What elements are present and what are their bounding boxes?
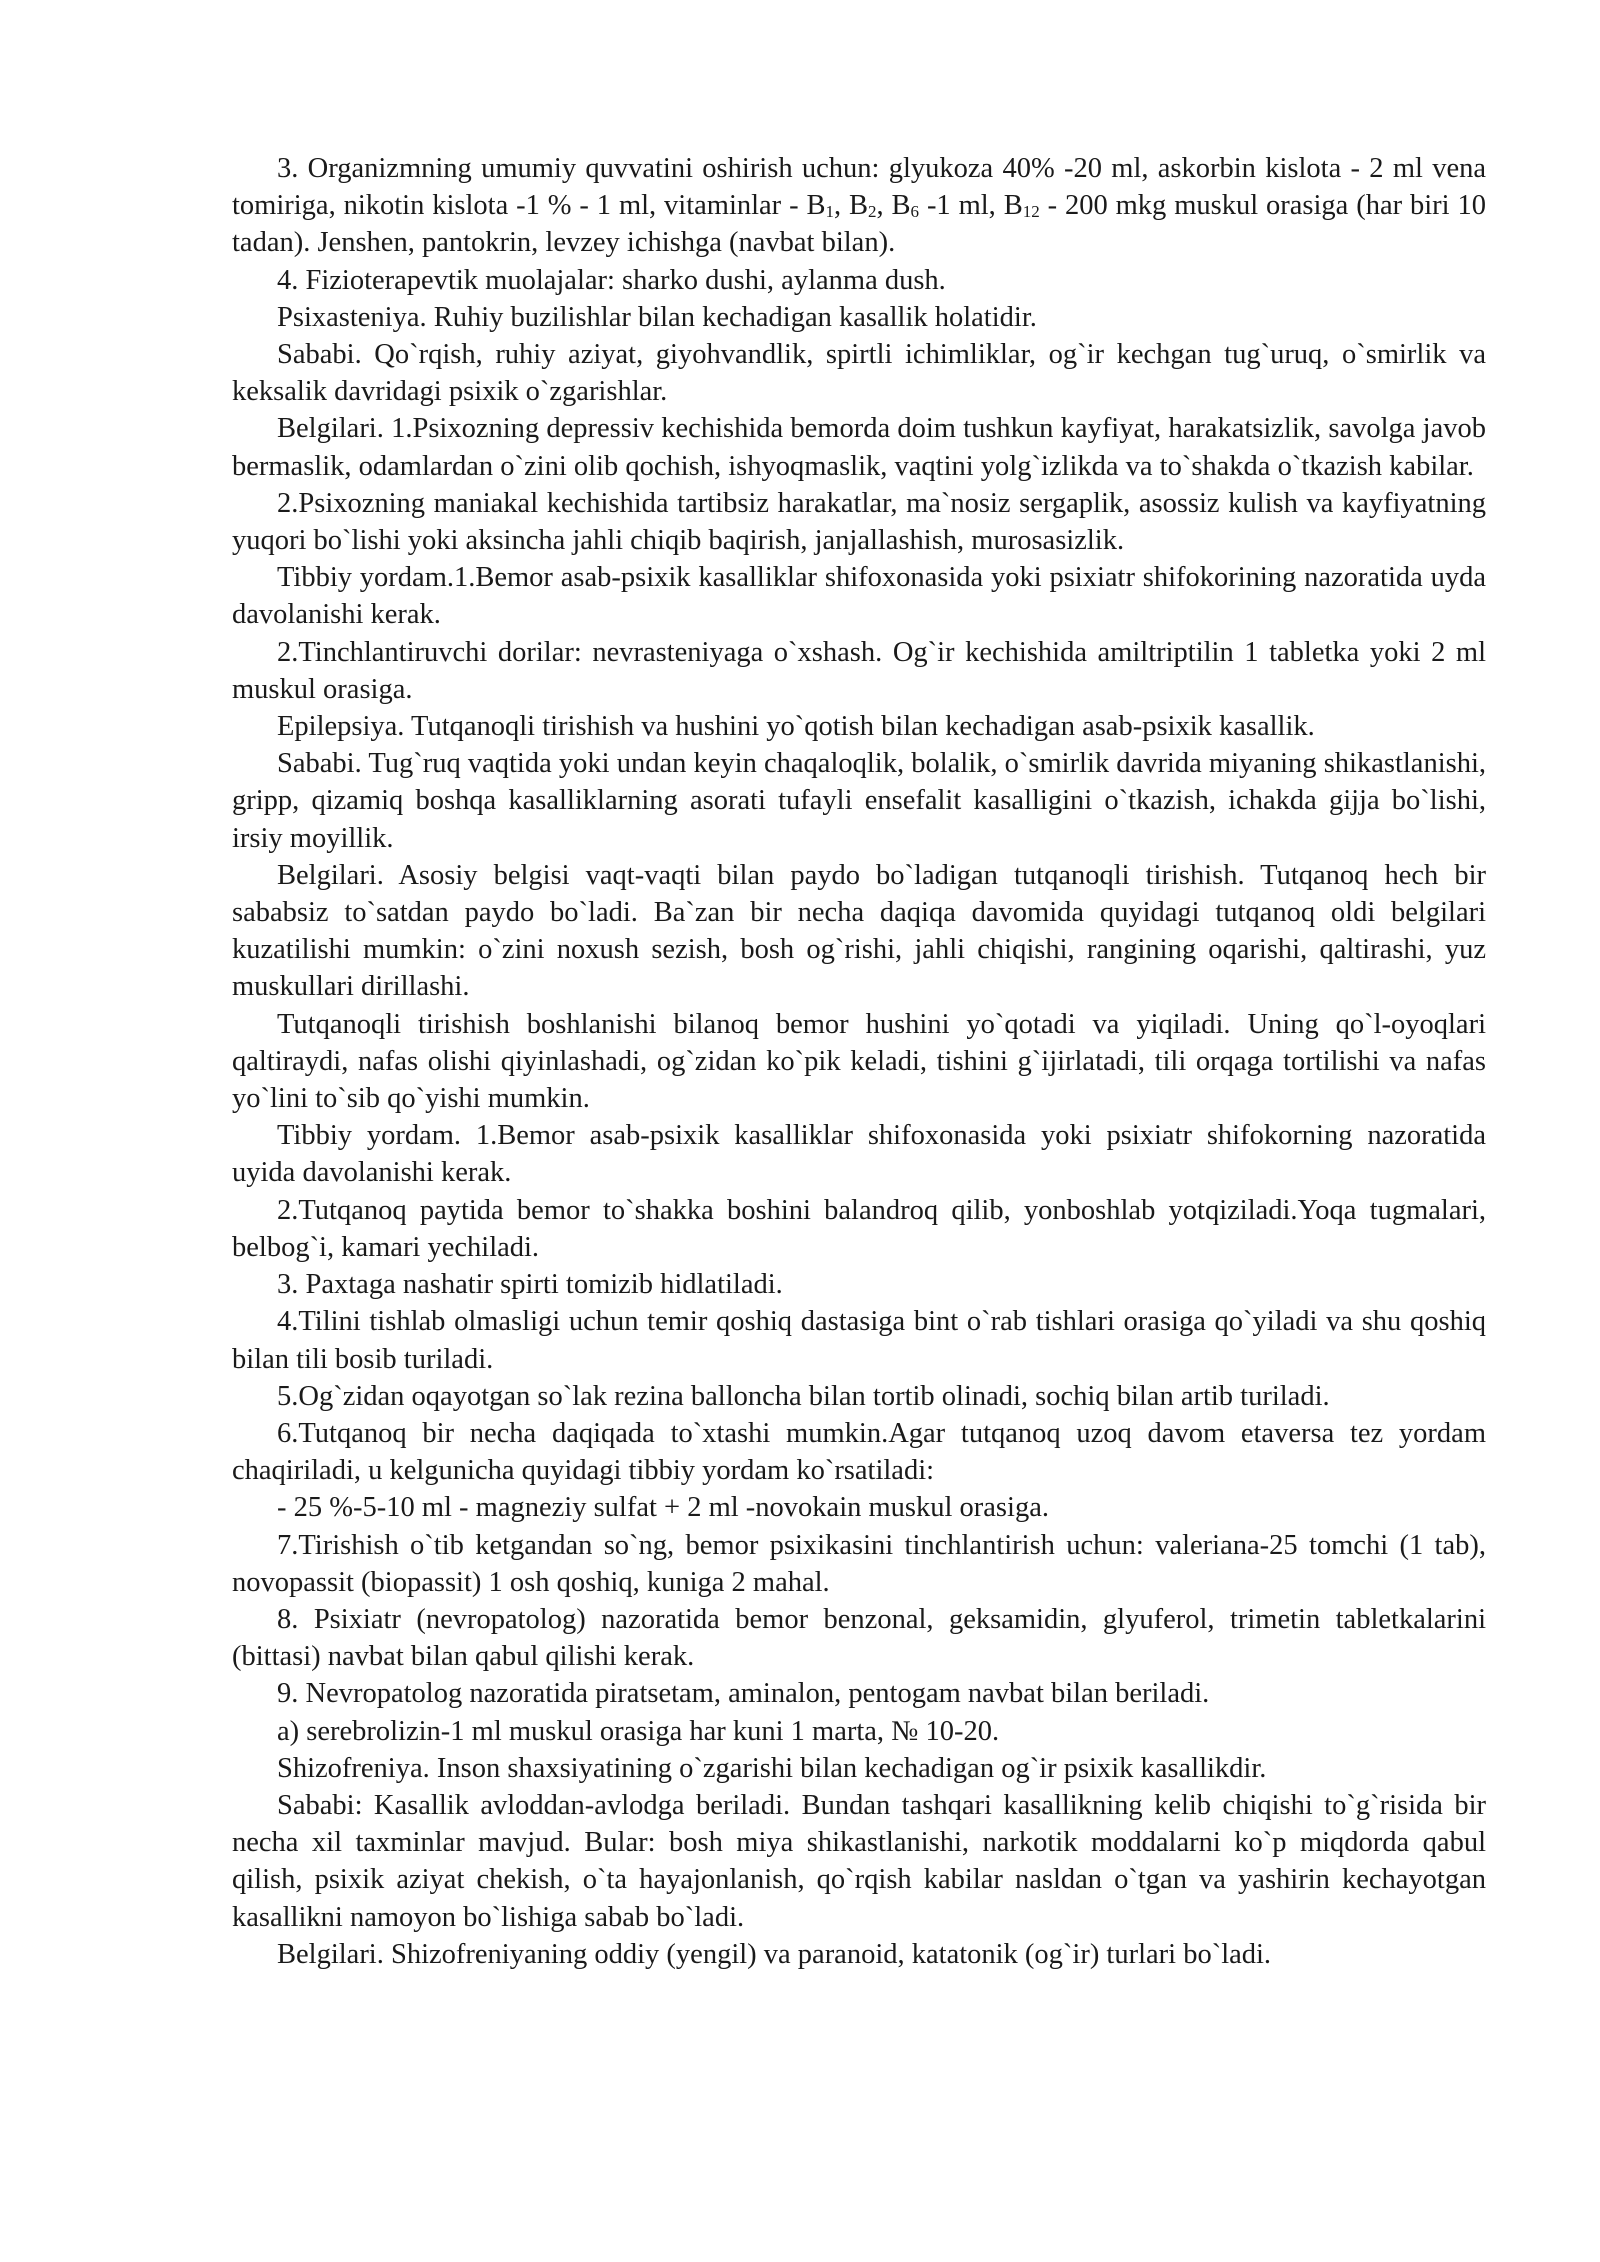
- paragraph-text: 4.Tilini tishlab olmasligi uchun temir qoshiq dastasiga bint o`rab tishlari orasiga qo`yiladi va shu qoshiq bilan tili bosib turiladi.: [232, 1306, 1486, 1375]
- subscript-text: 1: [825, 202, 834, 222]
- paragraph-text: Belgilari. Shizofreniyaning oddiy (yengil) va paranoid, katatonik (og`ir) turlari bo`ladi.: [277, 1938, 1272, 1970]
- paragraph-p21: [232, 1601, 1486, 1675]
- paragraph-text: , B: [876, 190, 911, 222]
- paragraph-text: Sababi: Kasallik avloddan-avlodga beriladi. Bundan tashqari kasallikning kelib chiqishi to`g`risida bir necha xil taxminlar mavjud. Bular: bosh miya shikastlanishi, narkotik moddalarni ko`p miqdorda qabul qilish, psixik aziyat chekish, o`ta hayajonlanish, qo`rqish kabilar nasldan o`tgan va yashirin kechayotgan kasallikni namoyon bo`lishiga sabab bo`ladi.: [232, 1789, 1486, 1933]
- paragraph-text: Belgilari. 1.Psixozning depressiv kechishida bemorda doim tushkun kayfiyat, harakatsizlik, savolga javob bermaslik, odamlardan o`zini olib qochish, ishyoqmaslik, vaqtini yolg`izlikda va to`shakda o`tkazish kabilar.: [232, 413, 1486, 482]
- paragraph-p10: [232, 745, 1486, 857]
- paragraph-p19: [232, 1489, 1486, 1526]
- paragraph-p1: [232, 150, 1486, 262]
- paragraph-text: Tutqanoqli tirishish boshlanishi bilanoq bemor hushini yo`qotadi va yiqiladi. Uning qo`l-oyoqlari qaltiraydi, nafas olishi qiyinlashadi, og`zidan ko`pik keladi, tishini g`ijirlatadi, tili orqaga tortilishi va nafas yo`lini to`sib qo`yishi mumkin.: [232, 1008, 1486, 1115]
- document-page: [232, 150, 1486, 1973]
- paragraph-text: 5.Og`zidan oqayotgan so`lak rezina balloncha bilan tortib olinadi, sochiq bilan artib turiladi.: [277, 1380, 1330, 1412]
- paragraph-p18: [232, 1415, 1486, 1489]
- paragraph-text: 3. Organizmning umumiy quvvatini oshirish uchun: glyukoza 40% -20 ml, askorbin kislota - 2 ml vena tomiriga, nikotin kislota -1 % - 1 ml, vitaminlar - B: [232, 153, 1486, 222]
- paragraph-p8: [232, 634, 1486, 708]
- paragraph-text: a) serebrolizin-1 ml muskul orasiga har kuni 1 marta, № 10-20.: [277, 1715, 1000, 1747]
- paragraph-text: Sababi. Tug`ruq vaqtida yoki undan keyin chaqaloqlik, bolalik, o`smirlik davrida miyaning shikastlanishi, gripp, qizamiq boshqa kasalliklarning asorati tufayli ensefalit kasalligini o`tkazish, ichakda gijja bo`lishi, irsiy moyillik.: [232, 748, 1486, 854]
- paragraph-text: 2.Tinchlantiruvchi dorilar: nevrasteniyaga o`xshash. Og`ir kechishida amiltriptilin 1 tabletka yoki 2 ml muskul orasiga.: [232, 636, 1486, 705]
- paragraph-text: , B: [833, 190, 869, 222]
- paragraph-p13: [232, 1117, 1486, 1191]
- paragraph-text: 7.Tirishish o`tib ketgandan so`ng, bemor psixikasini tinchlantirish uchun: valeriana-25 tomchi (1 tab), novopassit (biopassit) 1 osh qoshiq, kuniga 2 mahal.: [232, 1529, 1486, 1598]
- paragraph-p14: [232, 1192, 1486, 1266]
- paragraph-p15: [232, 1266, 1486, 1303]
- paragraph-p3: [232, 299, 1486, 336]
- paragraph-p7: [232, 559, 1486, 633]
- paragraph-text: Shizofreniya. Inson shaxsiyatining o`zgarishi bilan kechadigan og`ir psixik kasallikdir.: [277, 1752, 1267, 1784]
- paragraph-p25: [232, 1787, 1486, 1936]
- paragraph-p2: [232, 262, 1486, 299]
- paragraph-text: 3. Paxtaga nashatir spirti tomizib hidlatiladi.: [277, 1269, 783, 1301]
- paragraph-text: Tibbiy yordam.1.Bemor asab-psixik kasalliklar shifoxonasida yoki psixiatr shifokorining nazoratida uyda davolanishi kerak.: [232, 562, 1486, 631]
- paragraph-p11: [232, 857, 1486, 1006]
- paragraph-p4: [232, 336, 1486, 410]
- subscript-text: 6: [910, 202, 920, 222]
- paragraph-p12: [232, 1006, 1486, 1118]
- paragraph-text: -1 ml, B: [919, 190, 1023, 222]
- paragraph-p24: [232, 1750, 1486, 1787]
- paragraph-text: 9. Nevropatolog nazoratida piratsetam, aminalon, pentogam navbat bilan beriladi.: [277, 1678, 1210, 1710]
- paragraph-text: - 200 mkg muskul orasiga (har biri 10 tadan). Jenshen, pantokrin, levzey ichishga (navbat bilan).: [232, 190, 1486, 259]
- paragraph-p20: [232, 1527, 1486, 1601]
- paragraph-p5: [232, 410, 1486, 484]
- paragraph-text: - 25 %-5-10 ml - magneziy sulfat + 2 ml -novokain muskul orasiga.: [277, 1492, 1049, 1524]
- paragraph-text: Tibbiy yordam. 1.Bemor asab-psixik kasalliklar shifoxonasida yoki psixiatr shifokorning nazoratida uyida davolanishi kerak.: [232, 1120, 1486, 1189]
- paragraph-text: Belgilari. Asosiy belgisi vaqt-vaqti bilan paydo bo`ladigan tutqanoqli tirishish. Tutqanoq hech bir sababsiz to`satdan paydo bo`ladi. Ba`zan bir necha daqiqa davomida quyidagi tutqanoq oldi belgilari kuzatilishi mumkin: o`zini noxush sezish, bosh og`rishi, jahli chiqishi, rangining oqarishi, qaltirashi, yuz muskullari dirillashi.: [232, 859, 1486, 1003]
- paragraph-p23: [232, 1713, 1486, 1750]
- paragraph-text: 8. Psixiatr (nevropatolog) nazoratida bemor benzonal, geksamidin, glyuferol, trimetin tabletkalarini (bittasi) navbat bilan qabul qilishi kerak.: [232, 1603, 1486, 1673]
- paragraph-text: Sababi. Qo`rqish, ruhiy aziyat, giyohvandlik, spirtli ichimliklar, og`ir kechgan tug`uruq, o`smirlik va keksalik davridagi psixik o`zgarishlar.: [232, 339, 1486, 408]
- subscript-text: 12: [1022, 202, 1040, 222]
- paragraph-p9: [232, 708, 1486, 745]
- paragraph-text: 4. Fizioterapevtik muolajalar: sharko dushi, aylanma dush.: [277, 264, 946, 296]
- paragraph-p22: [232, 1675, 1486, 1712]
- paragraph-text: 2.Tutqanoq paytida bemor to`shakka boshini balandroq qilib, yonboshlab yotqiziladi.Yoqa tugmalari, belbog`i, kamari yechiladi.: [232, 1194, 1486, 1263]
- paragraph-text: Psixasteniya. Ruhiy buzilishlar bilan kechadigan kasallik holatidir.: [277, 301, 1037, 333]
- subscript-text: 2: [868, 202, 877, 222]
- paragraph-p6: [232, 485, 1486, 559]
- paragraph-p16: [232, 1303, 1486, 1377]
- paragraph-text: 6.Tutqanoq bir necha daqiqada to`xtashi mumkin.Agar tutqanoq uzoq davom etaversa tez yordam chaqiriladi, u kelgunicha quyidagi tibbiy yordam ko`rsatiladi:: [232, 1417, 1486, 1487]
- paragraph-p17: [232, 1378, 1486, 1415]
- paragraph-p26: [232, 1936, 1486, 1973]
- paragraph-text: 2.Psixozning maniakal kechishida tartibsiz harakatlar, ma`nosiz sergaplik, asossiz kulish va kayfiyatning yuqori bo`lishi yoki aksincha jahli chiqib baqirish, janjallashish, murosasizlik.: [232, 487, 1486, 557]
- paragraph-text: Epilepsiya. Tutqanoqli tirishish va hushini yo`qotish bilan kechadigan asab-psixik kasallik.: [277, 711, 1315, 743]
